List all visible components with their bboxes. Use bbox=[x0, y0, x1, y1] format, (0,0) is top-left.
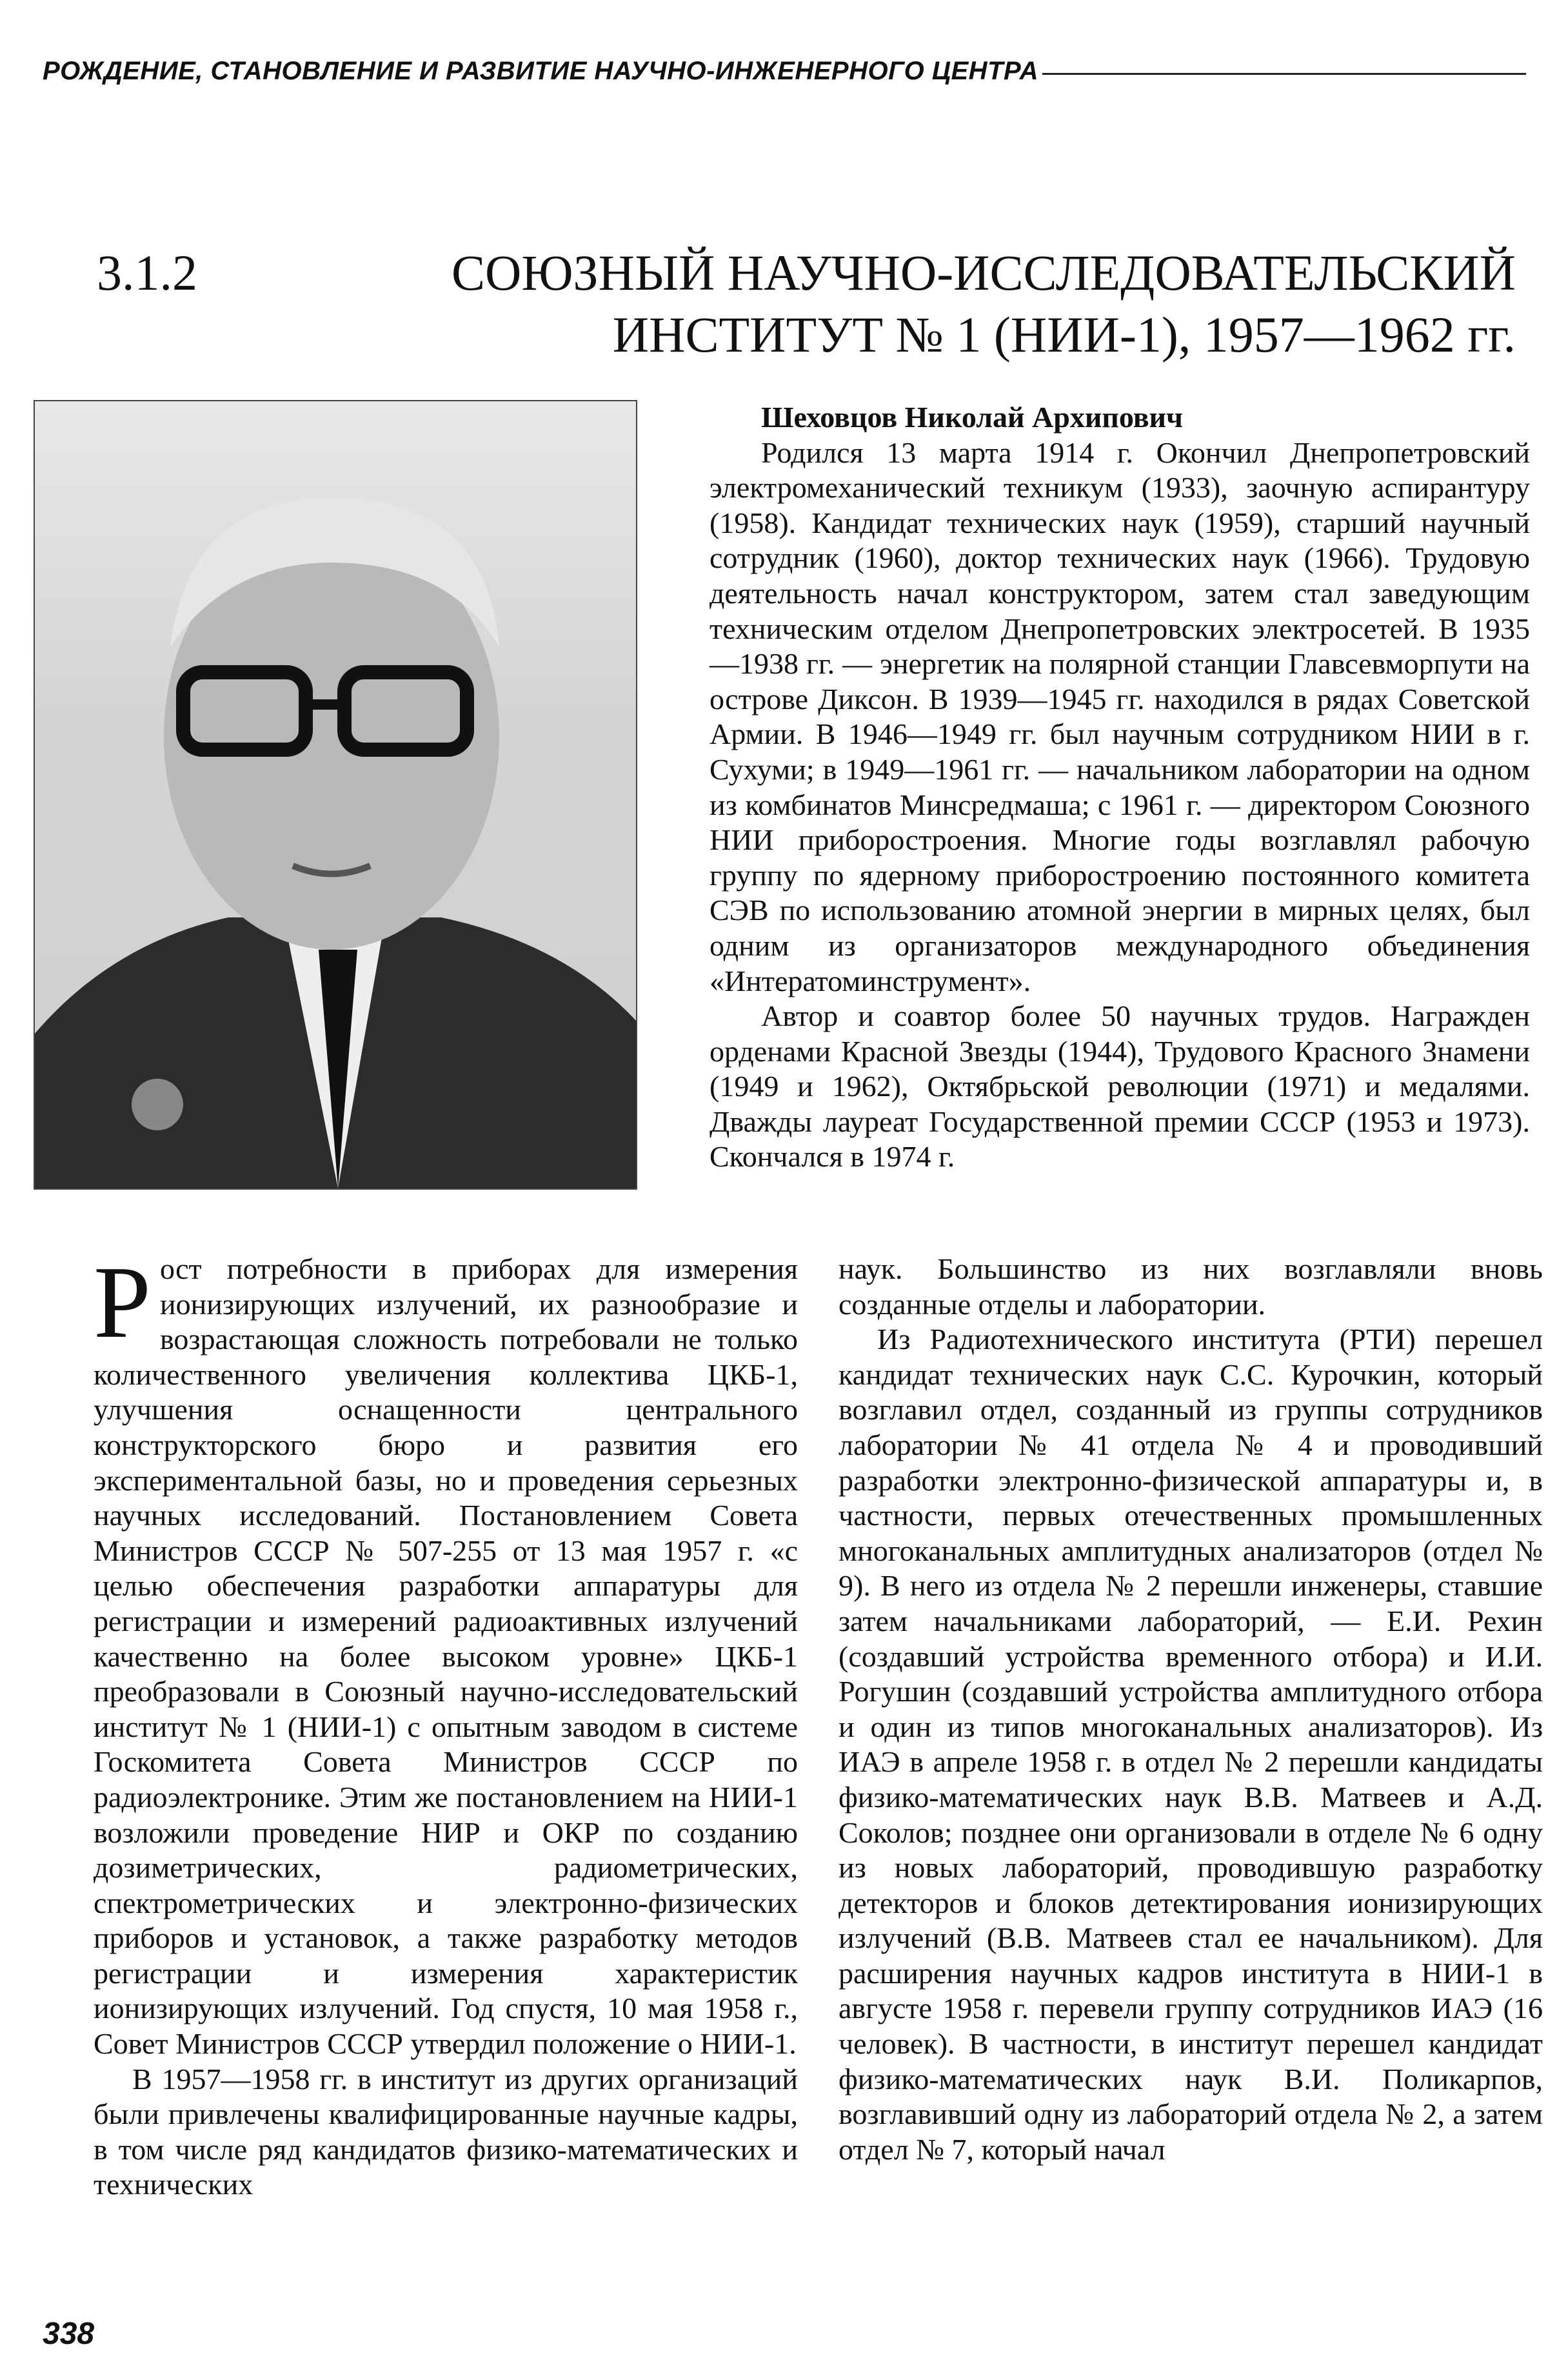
body-paragraph bbox=[94, 1245, 798, 2062]
body-paragraph: Из Радиотехнического института (РТИ) перешел кандидат технических наук С.С. Курочкин, который возглавил отдел, созданный из группы сотрудников лаборатории № 41 отдела № 4 и проводивший разработки электронно-физической аппаратуры и, в частности, первых отечественных промышленных многоканальных амплитудных анализаторов (отдел № 9). В него из отдела № 2 перешли инженеры, ставшие затем начальниками лабораторий, — Е.И. Рехин (создавший устройства временного отбора) и И.И. Рогушин (создавший устройства амплитудного отбора и один из типов многоканальных анализаторов). Из ИАЭ в апреле 1958 г. в отдел № 2 перешли кандидаты физико-математических наук В.В. Матвеев и А.Д. Соколов; позднее они организовали в отделе № 6 одну из новых лабораторий, проводившую разработку детекторов и блоков детектирования ионизирующих излучений (В.В. Матвеев стал ее начальником). Для расширения научных кадров института в НИИ-1 в августе 1958 г. перевели группу сотрудников ИАЭ (16 человек). В частности, в институт перешел кандидат физико-математических наук В.И. Поликарпов, возглавивший одну из лабораторий отдела № 2, а затем отдел № 7, который начал bbox=[838, 1323, 1543, 2166]
biography bbox=[710, 400, 1530, 1175]
section-title bbox=[97, 242, 1516, 366]
portrait-image bbox=[35, 401, 636, 1188]
running-head-text: РОЖДЕНИЕ, СТАНОВЛЕНИЕ И РАЗВИТИЕ НАУЧНО-ИНЖЕНЕРНОГО ЦЕНТРА bbox=[43, 57, 1039, 85]
body-paragraph: наук. Большинство из них возглавляли вновь созданные отделы и лаборатории. bbox=[838, 1252, 1543, 1321]
section-title-line-1: СОЮЗНЫЙ НАУЧНО-ИССЛЕДОВАТЕЛЬСКИЙ bbox=[452, 245, 1516, 301]
running-head-rule bbox=[1042, 73, 1526, 75]
body-column-right bbox=[838, 1252, 1543, 2167]
bio-paragraph: Родился 13 марта 1914 г. Окончил Днепропетровский электромеханический техникум (1933), заочную аспирантуру (1958). Кандидат технических наук (1959), старший научный сотрудник (1960), доктор технических наук (1966). Трудовую деятельность начал конструктором, затем стал заведующим техническим отделом Днепропетровских электросетей. В 1935—1938 гг. — энергетик на полярной станции Главсевморпути на острове Диксон. В 1939—1945 гг. находился в рядах Советской Армии. В 1946—1949 гг. был научным сотрудником НИИ в г. Сухуми; в 1949—1961 гг. — начальником лаборатории на одном из комбинатов Минсредмаша; с 1961 г. — директором Союзного НИИ приборостроения. Многие годы возглавлял рабочую группу по ядерному приборостроению постоянного комитета СЭВ по использованию атомной энергии в мирных целях, был одним из организаторов международного объединения «Интератоминструмент». bbox=[710, 435, 1530, 997]
section-title-line-2: ИНСТИТУТ № 1 (НИИ-1), 1957—1962 гг. bbox=[612, 306, 1516, 363]
portrait-photo bbox=[34, 400, 637, 1190]
bio-paragraph: Автор и соавтор более 50 научных трудов. Награжден орденами Красной Звезды (1944), Трудового Красного Знамени (1949 и 1962), Октябрьской революции (1971) и медалями. Дважды лауреат Государственной премии СССР (1953 и 1973). Скончался в 1974 г. bbox=[710, 999, 1530, 1174]
bio-name: Шеховцов Николай Архипович bbox=[761, 401, 1183, 434]
page-number: 338 bbox=[43, 2317, 95, 2351]
drop-cap: Р bbox=[94, 1245, 151, 1359]
section-number: 3.1.2 bbox=[97, 245, 197, 301]
body-paragraph: В 1957—1958 гг. в институт из других организаций были привлечены квалифицированные научные кадры, в том числе ряд кандидатов физико-математических и технических bbox=[94, 2062, 798, 2201]
body-column-left bbox=[94, 1245, 798, 2203]
body-paragraph-text: ост потребности в приборах для измерения ионизирующих излучений, их разнообразие и возрастающая сложность потребовали не только количественного увеличения коллектива ЦКБ-1, улучшения оснащенности центрального конструкторского бюро и развития его экспериментальной базы, но и проведения серьезных научных исследований. Постановлением Совета Министров СССР № 507-255 от 13 мая 1957 г. «с целью обеспечения разработки аппаратуры для регистрации и измерений радиоактивных излучений качественно на более высоком уровне» ЦКБ-1 преобразовали в Союзный научно-исследовательский институт № 1 (НИИ-1) с опытным заводом в системе Госкомитета Совета Министров СССР по радиоэлектронике. Этим же постановлением на НИИ-1 возложили проведение НИР и ОКР по созданию дозиметрических, радиометрических, спектрометрических и электронно-физических приборов и установок, а также разработку методов регистрации и измерения характеристик ионизирующих излучений. Год спустя, 10 мая 1958 г., Совет Министров СССР утвердил положение о НИИ-1. bbox=[94, 1252, 798, 2061]
running-head bbox=[43, 57, 1526, 86]
